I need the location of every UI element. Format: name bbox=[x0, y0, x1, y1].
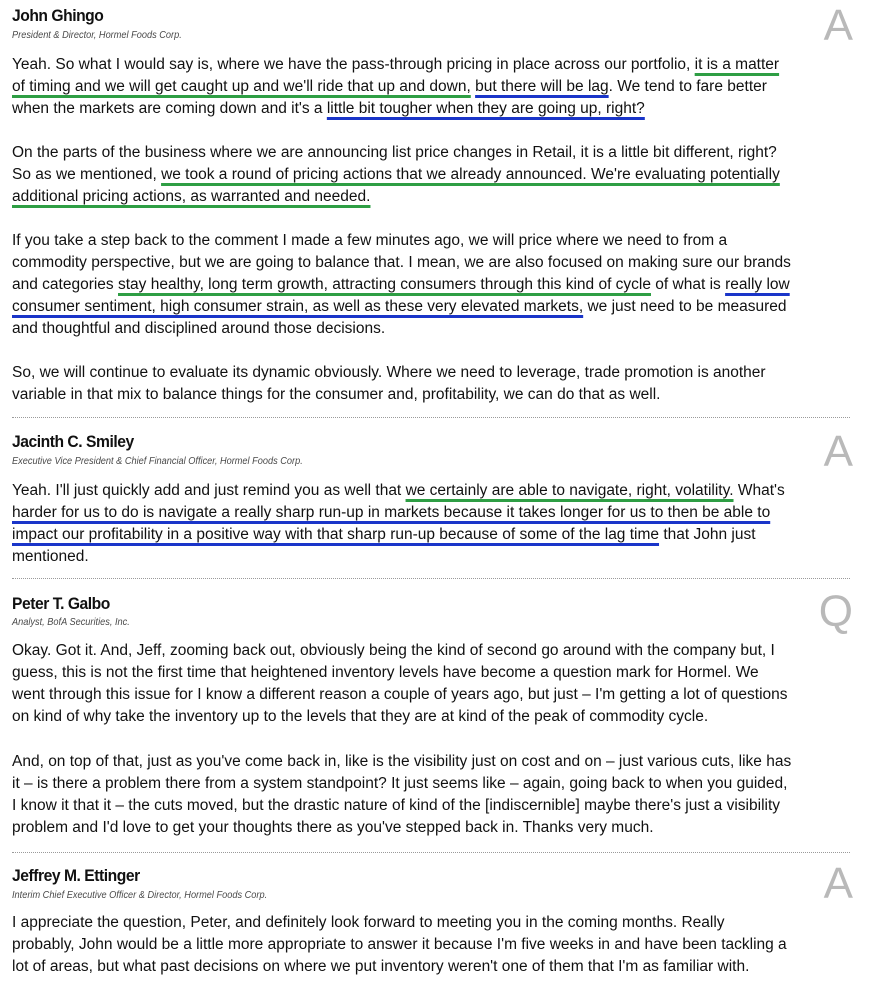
text-run: when the markets are coming down and it's a bbox=[12, 100, 327, 117]
speaker-role: Interim Chief Executive Officer & Director, Hormel Foods Corp. bbox=[12, 890, 268, 901]
speaker-block-john-ghingo bbox=[0, 0, 873, 415]
text-run: And, on top of that, just as you've come back in, like is the visibility just on cost and on – just various cuts, like has bbox=[12, 753, 792, 770]
highlight-blue: impact our profitability in a positive way with that sharp run-up because of some of the lag time bbox=[12, 526, 660, 543]
speaker-name: Peter T. Galbo bbox=[12, 594, 110, 613]
text-line bbox=[12, 912, 862, 934]
text-run: What's bbox=[733, 482, 785, 499]
highlight-green: we certainly are able to navigate, right, volatility. bbox=[405, 482, 734, 499]
text-run: So, we will continue to evaluate its dynamic obviously. Where we need to leverage, trade promotion is another bbox=[12, 364, 766, 381]
paragraph bbox=[12, 640, 862, 728]
text-line bbox=[12, 662, 862, 684]
paragraph bbox=[12, 362, 862, 406]
paragraph bbox=[12, 230, 862, 340]
paragraph bbox=[12, 912, 862, 978]
text-run: and categories bbox=[12, 276, 118, 293]
highlight-blue: really low bbox=[725, 276, 790, 293]
text-line bbox=[12, 54, 862, 76]
text-run: variable in that mix to balance things for the consumer and, profitability, we can do that as well. bbox=[12, 386, 661, 403]
text-line bbox=[12, 480, 862, 502]
text-line bbox=[12, 640, 862, 662]
speaker-name: Jacinth C. Smiley bbox=[12, 432, 134, 451]
text-line bbox=[12, 934, 862, 956]
text-line bbox=[12, 773, 862, 795]
text-run: guess, this is not the first time that heightened inventory levels have become a question mark for Hormel. We bbox=[12, 664, 759, 681]
text-line bbox=[12, 164, 862, 186]
text-line bbox=[12, 684, 862, 706]
paragraph bbox=[12, 142, 862, 208]
text-line bbox=[12, 142, 862, 164]
speaker-role: Analyst, BofA Securities, Inc. bbox=[12, 617, 130, 628]
text-run: If you take a step back to the comment I made a few minutes ago, we will price where we need to from a bbox=[12, 232, 728, 249]
highlight-blue: harder for us to do is navigate a really sharp run-up in markets because it takes longer for us to then be able to bbox=[12, 504, 771, 521]
answer-marker: A bbox=[823, 859, 853, 908]
text-line bbox=[12, 524, 862, 546]
text-run: on kind of why take the inventory up to the levels that they are at kind of the peak of commodity cycle. bbox=[12, 708, 709, 725]
highlight-green: we took a round of pricing actions that we already announced. We're evaluating potentially bbox=[161, 166, 780, 183]
text-line bbox=[12, 186, 862, 208]
highlight-blue: little bit tougher when they are going up, right? bbox=[326, 100, 645, 117]
text-run: we just need to be measured bbox=[583, 298, 787, 315]
text-run: I appreciate the question, Peter, and definitely look forward to meeting you in the coming months. Really bbox=[12, 914, 725, 931]
text-run: went through this issue for I know a different reason a couple of years ago, but just – I'm getting a lot of questions bbox=[12, 686, 788, 703]
answer-marker: A bbox=[823, 427, 853, 476]
text-line bbox=[12, 318, 862, 340]
highlight-green: it is a matter bbox=[694, 56, 780, 73]
text-line bbox=[12, 296, 862, 318]
text-line bbox=[12, 98, 862, 120]
answer-marker: A bbox=[823, 1, 853, 50]
text-run: problem and I'd love to get your thoughts there as you've stepped back in. Thanks very much. bbox=[12, 819, 654, 836]
paragraph bbox=[12, 54, 862, 120]
text-line bbox=[12, 384, 862, 406]
highlight-blue: but there will be lag bbox=[475, 78, 609, 95]
section-divider bbox=[12, 852, 850, 853]
speaker-name: Jeffrey M. Ettinger bbox=[12, 866, 140, 885]
text-line bbox=[12, 230, 862, 252]
text-run: probably, John would be a little more appropriate to answer it because I'm five weeks in and have been tackling a bbox=[12, 936, 787, 953]
text-run: I know it that it – the cuts moved, but the drastic nature of kind of the [indiscernible] maybe there's just a visibility bbox=[12, 797, 781, 814]
text-run: Yeah. So what I would say is, where we have the pass-through pricing in place across our portfolio, bbox=[12, 56, 695, 73]
text-line bbox=[12, 252, 862, 274]
text-run: and thoughtful and disciplined around those decisions. bbox=[12, 320, 386, 337]
text-line bbox=[12, 362, 862, 384]
highlight-green: stay healthy, long term growth, attracting consumers through this kind of cycle bbox=[118, 276, 651, 293]
text-line bbox=[12, 751, 862, 773]
text-run: commodity perspective, but we are going to balance that. I mean, we are also focused on making sure our brands bbox=[12, 254, 791, 271]
speaker-name: John Ghingo bbox=[12, 6, 104, 25]
paragraph bbox=[12, 480, 862, 568]
text-run: that John just bbox=[659, 526, 756, 543]
text-run: Yeah. I'll just quickly add and just remind you as well that bbox=[12, 482, 406, 499]
paragraph bbox=[12, 751, 862, 839]
text-line bbox=[12, 502, 862, 524]
text-run: it – is there a problem there from a system standpoint? It just seems like – again, going back to when you guided, bbox=[12, 775, 788, 792]
question-marker: Q bbox=[818, 587, 853, 636]
highlight-blue: consumer sentiment, high consumer strain, as well as these very elevated markets, bbox=[12, 298, 584, 315]
text-run: of what is bbox=[651, 276, 726, 293]
text-run: Okay. Got it. And, Jeff, zooming back out, obviously being the kind of second go around with the company but, I bbox=[12, 642, 775, 659]
highlight-green: of timing and we will get caught up and we'll ride that up and down, bbox=[12, 78, 471, 95]
text-line bbox=[12, 706, 862, 728]
text-run: mentioned. bbox=[12, 548, 89, 565]
text-run: lot of areas, but what past decisions on where we put inventory weren't one of them that I'm as familiar with. bbox=[12, 958, 750, 975]
speaker-role: Executive Vice President & Chief Financial Officer, Hormel Foods Corp. bbox=[12, 456, 303, 467]
text-line bbox=[12, 795, 862, 817]
text-line bbox=[12, 546, 862, 568]
text-line bbox=[12, 76, 862, 98]
text-line bbox=[12, 274, 862, 296]
text-line bbox=[12, 956, 862, 978]
speaker-role: President & Director, Hormel Foods Corp. bbox=[12, 30, 182, 41]
text-run: . We tend to fare better bbox=[608, 78, 767, 95]
highlight-green: additional pricing actions, as warranted and needed. bbox=[12, 188, 371, 205]
text-line bbox=[12, 817, 862, 839]
text-run: On the parts of the business where we are announcing list price changes in Retail, it is a little bit different, right? bbox=[12, 144, 777, 161]
section-divider bbox=[12, 578, 850, 579]
section-divider bbox=[12, 417, 850, 418]
text-run: So as we mentioned, bbox=[12, 166, 162, 183]
